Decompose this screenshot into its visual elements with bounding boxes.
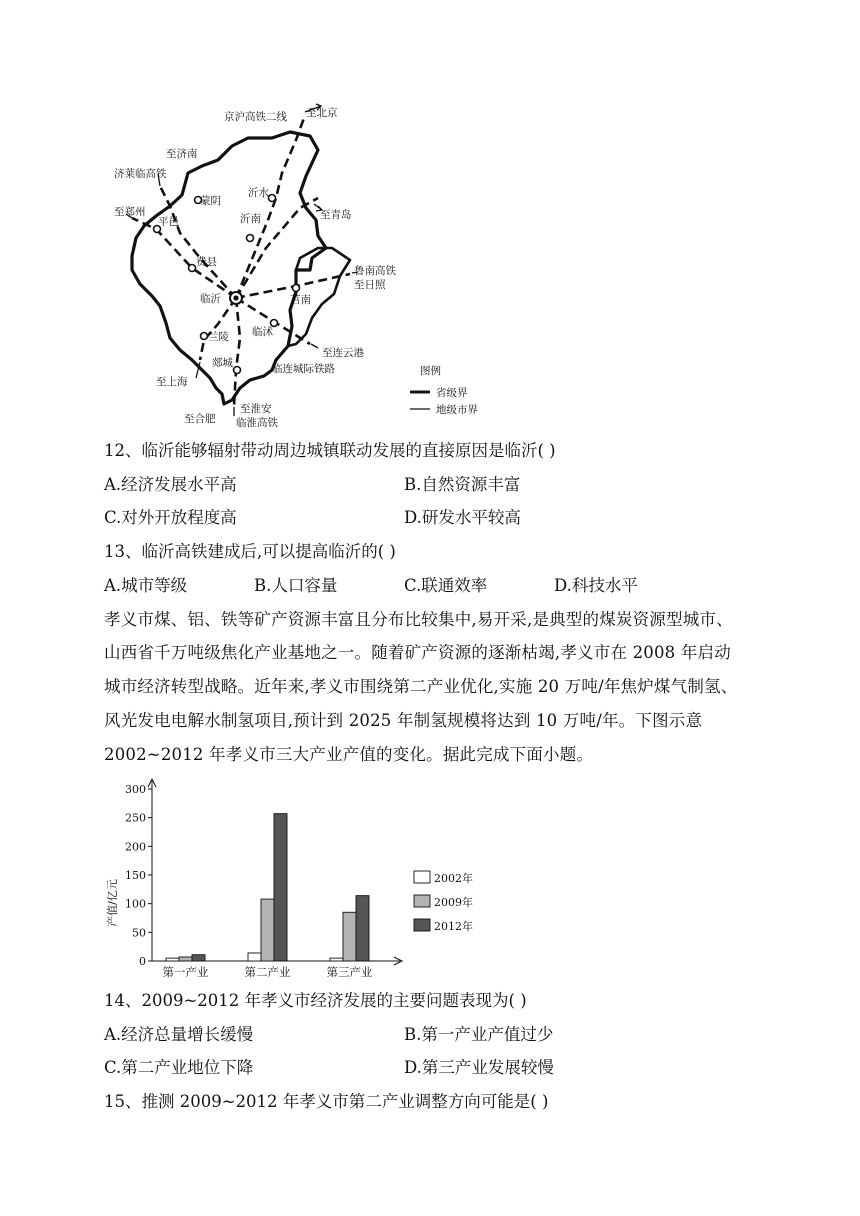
bar-1-2002年	[166, 958, 179, 961]
bar-2-2009年	[261, 899, 274, 961]
q14-option-d[interactable]: D.第三产业发展较慢	[404, 1058, 554, 1077]
bars	[166, 814, 369, 961]
y-tick-label: 200	[125, 840, 146, 854]
bar-1-2012年	[192, 955, 205, 961]
label-huaian: 至淮安	[240, 403, 272, 415]
yishui-marker	[269, 195, 276, 202]
feixian-marker	[189, 265, 196, 272]
label-lianyungang: 至连云港	[322, 347, 364, 359]
y-tick-label: 0	[139, 955, 146, 968]
lanling-marker	[201, 333, 208, 340]
label-linshu: 临沭	[252, 326, 273, 338]
bar-1-2009年	[179, 957, 192, 961]
label-lunan: 鲁南高铁	[354, 265, 396, 277]
q13-option-b[interactable]: B.人口容量	[254, 576, 338, 595]
y-ticks	[125, 783, 152, 968]
legend-swatch	[414, 919, 430, 931]
y-tick-label: 50	[132, 926, 146, 940]
passage-line-3: 城市经济转型战略。近年来,孝义市围绕第二产业优化,实施 20 万吨/年焦炉煤气制氢、	[104, 677, 738, 696]
category-label: 第三产业	[326, 965, 373, 979]
q12-option-d[interactable]: D.研发水平较高	[404, 508, 521, 527]
label-linhuai: 临淮高铁	[236, 417, 278, 429]
label-rizhao: 至日照	[354, 279, 386, 291]
y-axis-label: 产值/亿元	[106, 879, 119, 927]
yinan-marker	[247, 235, 254, 242]
legend-province: 省级界	[436, 387, 468, 399]
label-linlian: 临连城际铁路	[272, 363, 335, 375]
q13-option-a[interactable]: A.城市等级	[104, 576, 188, 595]
tancheng-marker	[234, 367, 241, 374]
legend-city: 地级市界	[436, 404, 478, 416]
chart-legend	[414, 871, 473, 933]
label-junan: 莒南	[290, 294, 311, 306]
q15-stem: 15、推测 2009~2012 年孝义市第二产业调整方向可能是( )	[104, 1092, 549, 1111]
junan-marker	[293, 285, 300, 292]
label-yinan: 沂南	[240, 213, 261, 225]
q12-option-b[interactable]: B.自然资源丰富	[404, 475, 521, 494]
label-yishui: 沂水	[248, 187, 269, 199]
category-labels	[163, 965, 373, 979]
q13-stem: 13、临沂高铁建成后,可以提高临沂的( )	[104, 542, 396, 561]
passage-line-2: 山西省千万吨级焦化产业基地之一。随着矿产资源的逐渐枯竭,孝义市在 2008 年启动	[104, 643, 731, 662]
y-tick-label: 250	[125, 811, 146, 825]
q14-option-c[interactable]: C.第二产业地位下降	[104, 1058, 254, 1077]
industry-output-chart	[100, 775, 490, 987]
label-tancheng: 郯城	[212, 357, 233, 369]
y-tick-label: 300	[125, 783, 146, 796]
legend-label: 2012年	[434, 920, 473, 933]
bar-3-2009年	[343, 912, 356, 961]
label-beijing: 至北京	[306, 107, 338, 119]
label-shanghai: 至上海	[156, 376, 188, 388]
label-jinghu: 京沪高铁二线	[224, 111, 287, 123]
bar-3-2002年	[330, 958, 343, 961]
label-pingyi: 平邑	[158, 216, 179, 228]
legend-swatch	[414, 895, 430, 907]
q13-option-c[interactable]: C.联通效率	[404, 576, 488, 595]
q13-option-d[interactable]: D.科技水平	[554, 576, 638, 595]
legend-swatch	[414, 871, 430, 883]
linyi-railway-map	[100, 98, 520, 433]
q12-option-c[interactable]: C.对外开放程度高	[104, 508, 237, 527]
q14-stem: 14、2009~2012 年孝义市经济发展的主要问题表现为( )	[104, 991, 527, 1010]
q12-stem: 12、临沂能够辐射带动周边城镇联动发展的直接原因是临沂( )	[104, 441, 556, 460]
q14-option-a[interactable]: A.经济总量增长缓慢	[104, 1025, 254, 1044]
y-tick-label: 150	[125, 869, 146, 882]
bar-2-2002年	[248, 953, 261, 961]
label-feixian: 费县	[196, 256, 217, 268]
bar-3-2012年	[356, 896, 369, 961]
legend-label: 2002年	[434, 872, 473, 885]
bar-2-2012年	[274, 814, 287, 961]
label-jilai: 济莱临高铁	[114, 168, 167, 180]
label-zhengzhou: 至郑州	[114, 206, 146, 218]
label-jinan: 至济南	[166, 148, 198, 160]
y-tick-label: 100	[125, 897, 146, 911]
passage-line-1: 孝义市煤、铝、铁等矿产资源丰富且分布比较集中,易开采,是典型的煤炭资源型城市、	[104, 610, 733, 629]
label-lanling: 兰陵	[208, 331, 229, 343]
legend-title: 图例	[420, 365, 441, 377]
category-label: 第二产业	[244, 965, 291, 979]
label-mengyin: 蒙阴	[200, 195, 221, 207]
label-hefei: 至合肥	[184, 413, 216, 425]
passage-line-4: 风光发电电解水制氢项目,预计到 2025 年制氢规模将达到 10 万吨/年。下图示意	[104, 711, 703, 730]
category-label: 第一产业	[162, 965, 209, 979]
q12-option-a[interactable]: A.经济发展水平高	[104, 475, 237, 494]
map-legend	[410, 364, 478, 416]
label-qingdao: 至青岛	[320, 209, 352, 221]
label-linyi: 临沂	[200, 293, 221, 305]
linyi-center-marker	[230, 292, 242, 304]
passage-line-5: 2002~2012 年孝义市三大产业产值的变化。据此完成下面小题。	[104, 745, 594, 764]
legend-label: 2009年	[434, 896, 473, 909]
q14-option-b[interactable]: B.第一产业产值过少	[404, 1025, 554, 1044]
